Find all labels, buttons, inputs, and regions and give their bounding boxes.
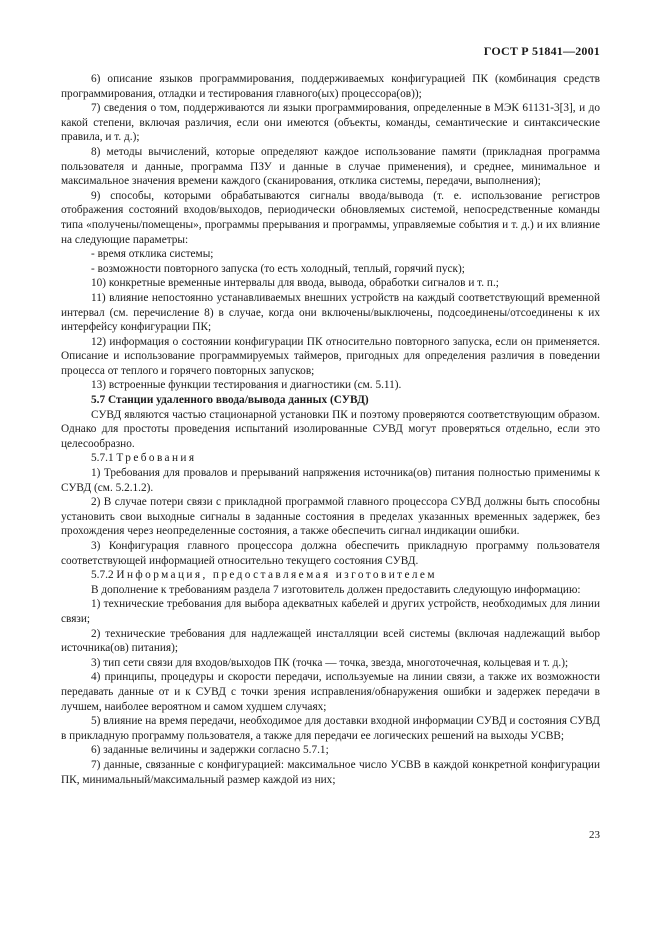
- list-item-6: 6) описание языков программирования, поддерживаемых конфигурацией ПК (комбинация средств программирования, отладки и тестирования главного(ых) процессора(ов));: [61, 73, 600, 100]
- dash-item-response-time: - время отклика системы;: [91, 248, 214, 261]
- list-item-11: 11) влияние непостоянно устанавливаемых внешних устройств на каждый соответствующий временной интервал (см. перечисление 8) в случае, когда они включены/выключены, подсоединены/отсоединены к их интерфейсу конфигурации ПК;: [61, 291, 600, 334]
- list-item-12: 12) информация о состоянии конфигурации ПК относительно повторного запуска, если он применяется. Описание и использование программируемых таймеров, пригодных для определения различия в поведении процесса от теплого и горячего повторных запусков;: [61, 335, 600, 377]
- info-item-1: 1) технические требования для выбора адекватных кабелей и других устройств, необходимых для линии связи;: [61, 598, 600, 625]
- requirement-item-3: 3) Конфигурация главного процессора должна обеспечить прикладную программу пользователя соответствующей информацией относительно текущего состояния СУВД.: [61, 540, 600, 567]
- subsection-title: Информация, предоставляемая изготовителем: [116, 569, 437, 582]
- subsection-title: Требования: [116, 452, 197, 465]
- info-item-3: 3) тип сети связи для входов/выходов ПК (точка — точка, звезда, многоточечная, кольцевая и т. д.);: [91, 656, 569, 669]
- list-item-7: 7) сведения о том, поддерживаются ли языки программирования, определенные в МЭК 61131-3[3], и до какой степени, включая различия, если они имеются (объекты, команды, семантические и синтаксические правила, и т. д.);: [61, 102, 600, 144]
- info-item-5: 5) влияние на время передачи, необходимое для доставки входной информации СУВД и состояния СУВД в прикладную программу пользователя, а также для передачи ее логических решений на выходы УСВВ;: [61, 715, 600, 742]
- requirement-item-2: 2) В случае потери связи с прикладной программой главного процессора СУВД должны быть способны установить свои выходные сигналы в заданные состояния в пределах указанных временных задержек, без прохождения через неопределенные состояния, а также обеспечить сигнал индикации ошибки.: [61, 496, 600, 538]
- list-item-8: 8) методы вычислений, которые определяют каждое использование памяти (прикладная программа пользователя и данные, программа ПЗУ и данные в случае применения), и среднее, минимальное и максимальное значения времени каждого (сканирования, отклика системы, передачи, выполнения);: [61, 145, 600, 188]
- info-item-6: 6) заданные величины и задержки согласно 5.7.1;: [91, 744, 329, 757]
- info-item-7: 7) данные, связанные с конфигурацией: максимальное число УСВВ в каждой конкретной конфигурации ПК, минимальный/максимальный размер каждой из них;: [61, 758, 600, 786]
- dash-item-restart: - возможности повторного запуска (то есть холодный, теплый, горячий пуск);: [91, 262, 465, 275]
- info-intro: В дополнение к требованиям раздела 7 изготовитель должен предоставить следующую информацию:: [91, 583, 581, 596]
- standard-code-header: ГОСТ Р 51841—2001: [483, 44, 600, 58]
- section-5-7-title: 5.7 Станции удаленного ввода/вывода данных (СУВД): [91, 394, 369, 407]
- subsection-number: 5.7.2: [91, 569, 114, 582]
- subsection-5-7-1-heading: [61, 451, 600, 466]
- subsection-number: 5.7.1: [91, 452, 114, 465]
- list-item-9: 9) способы, которыми обрабатываются сигналы ввода/вывода (т. е. использование регистров отображения состояний входов/выходов, периодически обновляемых системой, непосредственные команды типа «получены/помещены», программы прерывания и программы, управляемые события и т. д.) и их влияние на следующие параметры:: [61, 189, 600, 246]
- requirement-item-1: 1) Требования для провалов и прерываний напряжения источника(ов) питания полностью применимы к СУВД (см. 5.2.1.2).: [61, 467, 600, 494]
- section-5-7-intro: СУВД являются частью стационарной установки ПК и поэтому проверяются соответствующим образом. Однако для простоты проведения испытаний изолированные СУВД могут проверяться отдельно, если это целесообразно.: [61, 408, 600, 450]
- subsection-5-7-2-heading: [61, 568, 600, 583]
- info-item-2: 2) технические требования для надлежащей инсталляции всей системы (включая надлежащий выбор источника(ов) питания);: [61, 627, 600, 655]
- list-item-13: 13) встроенные функции тестирования и диагностики (см. 5.11).: [91, 379, 402, 392]
- info-item-4: 4) принципы, процедуры и скорости передачи, используемые на линии связи, а также их возможности передавать данные от и к СУВД с точки зрения исправления/обнаружения ошибки и задержек передачи в лучшем, наиболее вероятном и самом худшем случаях;: [61, 671, 600, 713]
- list-item-10: 10) конкретные временные интервалы для ввода, вывода, обработки сигналов и т. п.;: [91, 277, 499, 290]
- page-number: 23: [589, 829, 600, 841]
- document-body: [61, 72, 600, 787]
